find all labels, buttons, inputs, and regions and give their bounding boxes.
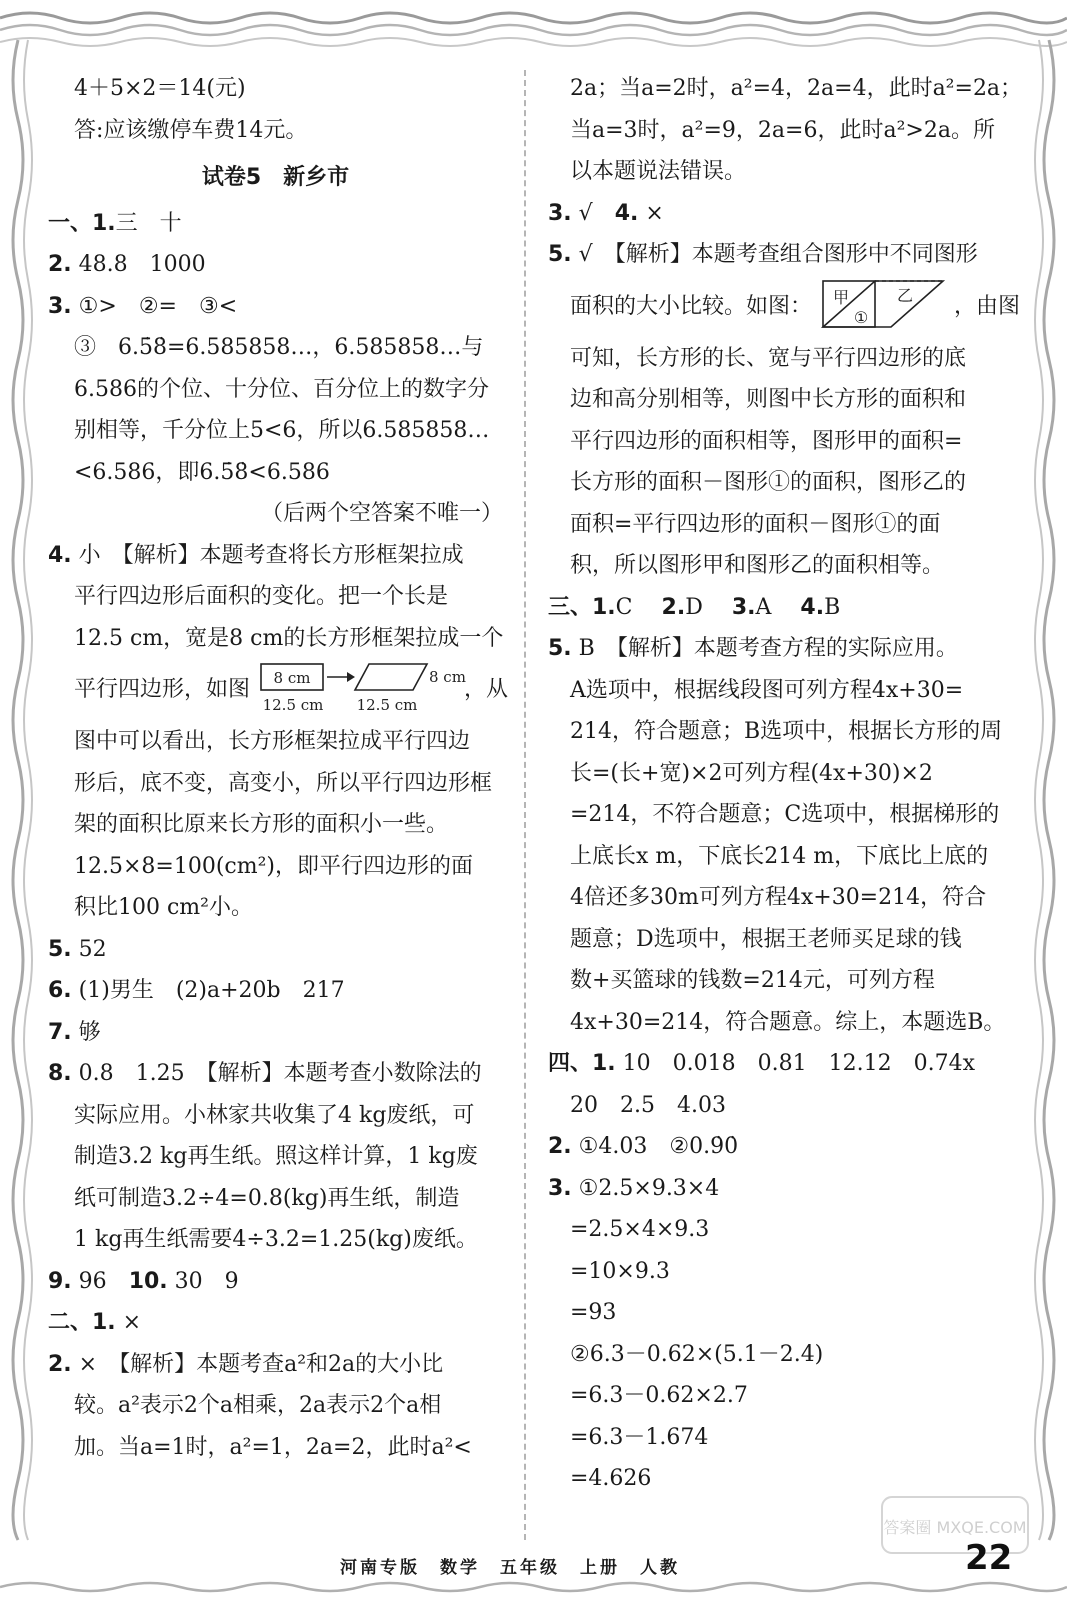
answer-line: <6.586，即6.5̇8̇<6.586 (74, 459, 330, 485)
item-number: 10. (128, 1268, 168, 1294)
answer-line: 平行四边形后面积的变化。把一个长是 (74, 584, 449, 609)
answer-text: 52 (78, 936, 107, 962)
para-bottom-label: 12.5 cm (356, 696, 418, 714)
label-circled-one: ① (853, 307, 869, 327)
answer-item (48, 286, 503, 328)
answer-line: 4＋5×2＝14(元) (74, 76, 246, 101)
item-number: 3. (48, 293, 72, 319)
item-number: 三、1. (548, 594, 616, 620)
answer-item (548, 1126, 1010, 1168)
answer-text: B 【解析】本题考查方程的实际应用。 (578, 636, 958, 661)
answer-line: ③ 6.5̇8̇=6.585858…，6.585858…与 (74, 335, 484, 360)
answer-line: 1 kg再生纸需要4÷3.2=1.25(kg)废纸。 (74, 1227, 478, 1252)
column-divider (524, 70, 526, 1540)
item-number: 2. (548, 1134, 572, 1159)
answer-item (48, 1261, 503, 1303)
item-number: 2. (48, 1351, 72, 1377)
answer-text: D (685, 594, 703, 620)
answer-text: √ 【解析】本题考查组合图形中不同图形 (578, 242, 978, 267)
item-number: 5. (48, 936, 72, 962)
answer-line: 答:应该缴停车费14元。 (74, 117, 308, 143)
answer-line: 平行四边形的面积相等，图形甲的面积= (570, 428, 963, 454)
decorative-left-border (0, 40, 40, 1540)
answer-text: 平行四边形，如图 (74, 677, 251, 702)
answer-line: 面积=平行四边形的面积－图形①的面 (570, 511, 941, 537)
section-title: 试卷5 新乡市 (201, 165, 350, 190)
answer-line: 数+买篮球的钱数=214元，可列方程 (570, 968, 935, 993)
answer-text: 30 9 (174, 1268, 239, 1294)
label-yi: 乙 (897, 285, 914, 305)
answer-item (48, 929, 503, 971)
answer-text: A (755, 594, 772, 620)
label-jia: 甲 (833, 287, 850, 307)
answer-item (48, 203, 503, 245)
answer-text: × 【解析】本题考查a²和2a的大小比 (78, 1351, 444, 1377)
item-number: 3. (548, 200, 572, 226)
answer-item (48, 1012, 503, 1054)
answer-line-with-figure (48, 659, 509, 721)
answer-text: 0.8 1.25 【解析】本题考查小数除法的 (78, 1061, 482, 1086)
rect-side-label: 8 cm (273, 669, 311, 687)
decorative-right-border (1027, 40, 1067, 1540)
answer-item (548, 628, 1010, 670)
answer-line: 积，所以图形甲和图形乙的面积相等。 (570, 553, 945, 578)
item-number: 3. (731, 594, 756, 620)
answer-line: A选项中，根据线段图可列方程4x+30= (570, 677, 964, 703)
item-number: 5. (548, 636, 572, 661)
rectangle-to-parallelogram-figure (257, 658, 466, 716)
answer-line: 4x+30=214，符合题意。综上，本题选B。 (570, 1009, 1006, 1035)
answer-line: 6.586的个位、十分位、百分位上的数字分 (74, 376, 489, 402)
answer-line: 边和高分别相等，则图中长方形的面积和 (570, 387, 967, 412)
answer-line: 图中可以看出，长方形框架拉成平行四边 (74, 729, 471, 754)
answer-line: 制造3.2 kg再生纸。照这样计算，1 kg废 (74, 1144, 478, 1169)
answer-text: × (645, 200, 664, 226)
item-number: 4. (800, 594, 825, 620)
answer-line: 2a；当a=2时，a²=4，2a=4，此时a²=2a； (570, 76, 1023, 101)
answer-note: （后两个空答案不唯一） (260, 501, 503, 526)
answer-line: 积比100 cm²小。 (74, 895, 253, 920)
answer-line: 实际应用。小林家共收集了4 kg废纸，可 (74, 1102, 475, 1128)
calc-step: ②6.3－0.62×(5.1－2.4) (570, 1341, 824, 1367)
calc-step: =6.3－0.62×2.7 (570, 1383, 748, 1408)
answer-line: 12.5 cm，宽是8 cm的长方形框架拉成一个 (74, 625, 504, 651)
answer-item (548, 587, 1010, 629)
answer-line: 当a=3时，a²=9，2a=6，此时a²>2a。所 (570, 117, 995, 143)
calc-step: =2.5×4×9.3 (570, 1217, 710, 1242)
item-number: 5. (548, 242, 572, 267)
answer-item (48, 535, 503, 577)
item-number: 4. (614, 200, 639, 226)
item-number: 二、1. (48, 1310, 116, 1335)
decorative-top-border (0, 0, 1067, 60)
para-side-label: 8 cm (429, 668, 466, 686)
answer-text: ①> ②= ③< (78, 293, 238, 319)
answer-text: C (615, 594, 633, 620)
answer-line: 题意；D选项中，根据王老师买足球的钱 (570, 926, 962, 952)
answer-line: 架的面积比原来长方形的面积小一些。 (74, 812, 449, 837)
answer-text: 96 (78, 1268, 107, 1294)
answer-text: × (122, 1310, 142, 1335)
answer-text: ①4.03 ②0.9̇0̇ (578, 1134, 739, 1159)
answer-text: ①2.5×9.3×4 (578, 1175, 720, 1201)
answer-item (48, 1344, 503, 1386)
answer-text: 三 十 (115, 210, 182, 236)
calc-step: =93 (570, 1300, 617, 1325)
answer-text: (1)男生 (2)a+20b 217 (78, 978, 345, 1003)
answer-text: 48.8 1000 (78, 252, 206, 277)
answer-item (548, 1043, 1010, 1085)
rect-bottom-label: 12.5 cm (262, 696, 324, 714)
answer-line: 214，符合题意；B选项中，根据长方形的周 (570, 719, 1003, 744)
answer-line: 以本题说法错误。 (570, 159, 747, 184)
answer-text: ，从 (464, 677, 509, 702)
answer-item (48, 244, 503, 286)
answer-text: 小 【解析】本题考查将长方形框架拉成 (78, 542, 464, 568)
item-number: 一、1. (48, 210, 116, 236)
answer-line: 加。当a=1时，a²=1，2a=2，此时a²< (74, 1434, 472, 1460)
page-number: 22 (965, 1538, 1013, 1578)
calc-step: =4.626 (570, 1466, 652, 1491)
watermark-text: 答案圈 MXQE.COM (883, 1518, 1027, 1537)
answer-line: 纸可制造3.2÷4=0.8(kg)再生纸，制造 (74, 1185, 460, 1211)
answer-text: 面积的大小比较。如图： (570, 293, 813, 319)
item-number: 2. (661, 594, 686, 620)
left-column (48, 68, 509, 1468)
answer-text: ，由图 (954, 293, 1021, 319)
answer-item (548, 1168, 1010, 1210)
answer-line: 较。a²表示2个a相乘，2a表示2个a相 (74, 1393, 442, 1418)
answer-item (548, 193, 1010, 235)
item-number: 4. (48, 542, 72, 568)
answer-line: 可知，长方形的长、宽与平行四边形的底 (570, 345, 967, 371)
answer-line: 长方形的面积－图形①的面积，图形乙的 (570, 470, 967, 495)
answer-item (48, 1302, 503, 1344)
answer-text: √ (578, 200, 593, 226)
answer-line: 20 2.5 4.03 (570, 1092, 726, 1118)
answer-item (48, 1053, 503, 1095)
answer-line: =214，不符合题意；C选项中，根据梯形的 (570, 802, 1000, 827)
item-number: 8. (48, 1061, 72, 1086)
answer-line: 别相等，千分位上5<6，所以6.585858… (74, 418, 490, 443)
arrow-head (347, 672, 355, 682)
answer-line-with-figure (548, 276, 1021, 338)
footer-book-info: 河南专版 数学 五年级 上册 人教 (340, 1558, 680, 1578)
answer-text: B (824, 594, 841, 620)
item-number: 3. (548, 1175, 572, 1201)
calc-step: =6.3－1.674 (570, 1424, 709, 1450)
item-number: 四、1. (548, 1051, 616, 1076)
answer-line: 形后，底不变，高变小，所以平行四边形框 (74, 770, 493, 796)
answer-line: 4倍还多30m可列方程4x+30=214，符合 (570, 885, 987, 910)
parallelogram-shape (355, 664, 427, 690)
item-number: 9. (48, 1268, 72, 1294)
answer-line: 长=(长+宽)×2可列方程(4x+30)×2 (570, 760, 933, 786)
answer-line: 12.5×8=100(cm²)，即平行四边形的面 (74, 853, 474, 879)
composite-shape-figure (819, 277, 947, 331)
answer-item (548, 234, 1010, 276)
right-column (548, 68, 1023, 1500)
answer-line: 上底长x m，下底长214 m，下底比上底的 (570, 843, 989, 869)
answer-item (48, 970, 503, 1012)
item-number: 6. (48, 978, 72, 1003)
item-number: 2. (48, 252, 72, 277)
answer-text: 够 (78, 1019, 101, 1045)
calc-step: =10×9.3 (570, 1258, 670, 1284)
answer-text: 10 0.018 0.81 12.12 0.74x (622, 1051, 976, 1076)
item-number: 7. (48, 1019, 72, 1045)
